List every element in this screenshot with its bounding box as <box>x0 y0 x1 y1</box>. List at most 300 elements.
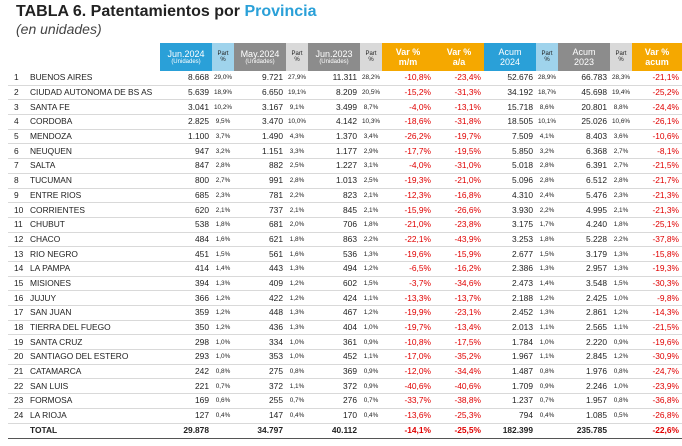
table-row <box>8 173 682 188</box>
table-row <box>8 247 682 262</box>
part-jun2023: 1,0% <box>360 320 382 335</box>
jun2024-value: 538 <box>160 217 212 232</box>
var-aa-value: -16,2% <box>434 261 484 276</box>
part-jun2024: 1,2% <box>212 291 234 306</box>
province-name: LA PAMPA <box>28 261 160 276</box>
province-name: CHUBUT <box>28 217 160 232</box>
jun2023-value: 424 <box>308 291 360 306</box>
part-may2024: 9,1% <box>286 100 308 115</box>
acum2024-value: 2.188 <box>484 291 536 306</box>
total-part-1 <box>212 423 234 438</box>
province-name: MENDOZA <box>28 129 160 144</box>
part-jun2024: 10,2% <box>212 100 234 115</box>
province-name: LA RIOJA <box>28 408 160 423</box>
header-var-aa: Var % a/a <box>434 43 484 71</box>
part-jun2023: 1,2% <box>360 306 382 321</box>
part-jun2023: 10,3% <box>360 115 382 130</box>
part-acum2023: 0,8% <box>610 364 632 379</box>
province-name: CORDOBA <box>28 115 160 130</box>
acum2023-value: 25.026 <box>558 115 610 130</box>
acum2023-value: 1.085 <box>558 408 610 423</box>
jun2024-value: 359 <box>160 306 212 321</box>
part-acum2024: 1,7% <box>536 217 558 232</box>
province-name: SANTA FE <box>28 100 160 115</box>
part-jun2023: 1,1% <box>360 350 382 365</box>
title-accent: Provincia <box>244 3 317 20</box>
province-name: SANTA CRUZ <box>28 335 160 350</box>
part-jun2024: 1,6% <box>212 232 234 247</box>
total-var-aa: -25,5% <box>434 423 484 438</box>
row-number: 13 <box>8 247 28 262</box>
part-may2024: 4,3% <box>286 129 308 144</box>
jun2023-value: 1.227 <box>308 159 360 174</box>
part-may2024: 1,2% <box>286 291 308 306</box>
part-acum2024: 0,4% <box>536 408 558 423</box>
row-number: 12 <box>8 232 28 247</box>
acum2024-value: 2.386 <box>484 261 536 276</box>
acum2024-value: 4.310 <box>484 188 536 203</box>
part-jun2024: 2,7% <box>212 173 234 188</box>
header-blank-num <box>8 43 28 71</box>
province-name: NEUQUEN <box>28 144 160 159</box>
may2024-value: 991 <box>234 173 286 188</box>
row-number: 19 <box>8 335 28 350</box>
part-jun2024: 1,2% <box>212 320 234 335</box>
acum2024-value: 5.850 <box>484 144 536 159</box>
header-part-3: Part % <box>360 43 382 71</box>
var-mm-value: -18,6% <box>382 115 434 130</box>
part-jun2024: 9,5% <box>212 115 234 130</box>
part-acum2024: 3,2% <box>536 144 558 159</box>
part-jun2024: 3,7% <box>212 129 234 144</box>
var-acum-value: -26,1% <box>632 115 682 130</box>
part-jun2024: 1,3% <box>212 276 234 291</box>
var-acum-value: -37,8% <box>632 232 682 247</box>
part-acum2023: 1,8% <box>610 217 632 232</box>
var-acum-value: -21,3% <box>632 203 682 218</box>
may2024-value: 353 <box>234 350 286 365</box>
table-row <box>8 335 682 350</box>
header-blank-name <box>28 43 160 71</box>
jun2023-value: 404 <box>308 320 360 335</box>
var-mm-value: -19,6% <box>382 247 434 262</box>
province-name: BUENOS AIRES <box>28 71 160 85</box>
acum2023-value: 2.425 <box>558 291 610 306</box>
acum2023-value: 3.548 <box>558 276 610 291</box>
may2024-value: 1.490 <box>234 129 286 144</box>
may2024-value: 334 <box>234 335 286 350</box>
part-acum2024: 4,1% <box>536 129 558 144</box>
part-jun2024: 1,8% <box>212 217 234 232</box>
var-aa-value: -34,4% <box>434 364 484 379</box>
var-mm-value: -10,8% <box>382 335 434 350</box>
may2024-value: 681 <box>234 217 286 232</box>
var-aa-value: -13,4% <box>434 320 484 335</box>
part-jun2023: 2,2% <box>360 232 382 247</box>
may2024-value: 443 <box>234 261 286 276</box>
table-row <box>8 364 682 379</box>
jun2023-value: 1.013 <box>308 173 360 188</box>
var-acum-value: -25,2% <box>632 85 682 100</box>
province-name: SANTIAGO DEL ESTERO <box>28 350 160 365</box>
row-number: 23 <box>8 394 28 409</box>
part-acum2024: 2,8% <box>536 159 558 174</box>
part-jun2023: 2,5% <box>360 173 382 188</box>
part-acum2023: 1,0% <box>610 291 632 306</box>
acum2024-value: 18.505 <box>484 115 536 130</box>
part-jun2024: 0,6% <box>212 394 234 409</box>
part-jun2024: 2,8% <box>212 159 234 174</box>
jun2024-value: 3.041 <box>160 100 212 115</box>
jun2024-value: 685 <box>160 188 212 203</box>
part-acum2024: 1,3% <box>536 306 558 321</box>
var-aa-value: -23,4% <box>434 71 484 85</box>
part-may2024: 2,0% <box>286 217 308 232</box>
acum2023-value: 8.403 <box>558 129 610 144</box>
part-jun2023: 3,1% <box>360 159 382 174</box>
var-aa-value: -31,0% <box>434 159 484 174</box>
may2024-value: 882 <box>234 159 286 174</box>
may2024-value: 1.151 <box>234 144 286 159</box>
part-acum2024: 1,1% <box>536 320 558 335</box>
acum2024-value: 7.509 <box>484 129 536 144</box>
acum2023-value: 2.565 <box>558 320 610 335</box>
part-may2024: 2,2% <box>286 188 308 203</box>
table-row <box>8 394 682 409</box>
province-name: CATAMARCA <box>28 364 160 379</box>
part-acum2023: 1,3% <box>610 261 632 276</box>
header-jun2024: Jun.2024 (Unidades) <box>160 43 212 71</box>
var-mm-value: -12,0% <box>382 364 434 379</box>
acum2024-value: 1.709 <box>484 379 536 394</box>
var-mm-value: -19,3% <box>382 173 434 188</box>
acum2024-value: 15.718 <box>484 100 536 115</box>
part-acum2023: 1,2% <box>610 350 632 365</box>
var-aa-value: -26,6% <box>434 203 484 218</box>
var-aa-value: -31,3% <box>434 85 484 100</box>
may2024-value: 3.167 <box>234 100 286 115</box>
jun2024-value: 484 <box>160 232 212 247</box>
jun2023-value: 706 <box>308 217 360 232</box>
var-acum-value: -26,8% <box>632 408 682 423</box>
part-jun2024: 1,5% <box>212 247 234 262</box>
province-name: SAN JUAN <box>28 306 160 321</box>
var-acum-value: -21,3% <box>632 188 682 203</box>
table-row <box>8 100 682 115</box>
row-number: 24 <box>8 408 28 423</box>
row-number: 1 <box>8 71 28 85</box>
acum2024-value: 5.018 <box>484 159 536 174</box>
table-header <box>8 43 682 71</box>
part-jun2023: 2,9% <box>360 144 382 159</box>
jun2024-value: 394 <box>160 276 212 291</box>
part-jun2023: 0,7% <box>360 394 382 409</box>
row-number: 3 <box>8 100 28 115</box>
table-body <box>8 71 682 423</box>
var-aa-value: -19,7% <box>434 129 484 144</box>
row-number: 10 <box>8 203 28 218</box>
part-acum2024: 8,6% <box>536 100 558 115</box>
acum2023-value: 6.512 <box>558 173 610 188</box>
var-aa-value: -38,8% <box>434 394 484 409</box>
part-acum2023: 2,7% <box>610 159 632 174</box>
acum2024-value: 2.677 <box>484 247 536 262</box>
header-var-mm: Var % m/m <box>382 43 434 71</box>
var-mm-value: -26,2% <box>382 129 434 144</box>
part-acum2023: 10,6% <box>610 115 632 130</box>
var-mm-value: -19,7% <box>382 320 434 335</box>
jun2023-value: 372 <box>308 379 360 394</box>
part-may2024: 1,8% <box>286 232 308 247</box>
var-aa-value: -23,8% <box>434 217 484 232</box>
var-mm-value: -10,8% <box>382 71 434 85</box>
part-acum2023: 2,7% <box>610 144 632 159</box>
table-row <box>8 350 682 365</box>
row-number: 2 <box>8 85 28 100</box>
row-number: 18 <box>8 320 28 335</box>
var-mm-value: -3,7% <box>382 276 434 291</box>
may2024-value: 147 <box>234 408 286 423</box>
jun2024-value: 947 <box>160 144 212 159</box>
total-part-2 <box>286 423 308 438</box>
row-number: 6 <box>8 144 28 159</box>
part-acum2023: 3,6% <box>610 129 632 144</box>
var-aa-value: -21,0% <box>434 173 484 188</box>
header-acum2023: Acum 2023 <box>558 43 610 71</box>
var-acum-value: -21,5% <box>632 159 682 174</box>
part-jun2024: 0,4% <box>212 408 234 423</box>
row-number: 11 <box>8 217 28 232</box>
total-may2024: 34.797 <box>234 423 286 438</box>
acum2023-value: 4.240 <box>558 217 610 232</box>
jun2024-value: 414 <box>160 261 212 276</box>
part-jun2024: 0,7% <box>212 379 234 394</box>
part-acum2024: 2,4% <box>536 188 558 203</box>
jun2023-value: 361 <box>308 335 360 350</box>
acum2023-value: 66.783 <box>558 71 610 85</box>
jun2023-value: 452 <box>308 350 360 365</box>
jun2024-value: 293 <box>160 350 212 365</box>
total-jun2023: 40.112 <box>308 423 360 438</box>
row-number: 15 <box>8 276 28 291</box>
part-may2024: 1,0% <box>286 350 308 365</box>
province-name: ENTRE RIOS <box>28 188 160 203</box>
acum2023-value: 2.246 <box>558 379 610 394</box>
part-jun2024: 1,2% <box>212 306 234 321</box>
may2024-value: 6.650 <box>234 85 286 100</box>
row-number: 7 <box>8 159 28 174</box>
acum2024-value: 3.253 <box>484 232 536 247</box>
part-acum2023: 8,8% <box>610 100 632 115</box>
jun2023-value: 1.370 <box>308 129 360 144</box>
part-jun2024: 2,3% <box>212 188 234 203</box>
part-acum2023: 19,4% <box>610 85 632 100</box>
table-row <box>8 85 682 100</box>
acum2023-value: 4.995 <box>558 203 610 218</box>
may2024-value: 621 <box>234 232 286 247</box>
jun2024-value: 350 <box>160 320 212 335</box>
part-jun2023: 20,5% <box>360 85 382 100</box>
jun2023-value: 4.142 <box>308 115 360 130</box>
jun2023-value: 494 <box>308 261 360 276</box>
part-jun2024: 18,9% <box>212 85 234 100</box>
part-acum2024: 1,1% <box>536 350 558 365</box>
jun2024-value: 5.639 <box>160 85 212 100</box>
jun2024-value: 847 <box>160 159 212 174</box>
var-mm-value: -40,6% <box>382 379 434 394</box>
acum2023-value: 45.698 <box>558 85 610 100</box>
part-acum2024: 1,0% <box>536 335 558 350</box>
var-acum-value: -14,3% <box>632 306 682 321</box>
jun2023-value: 845 <box>308 203 360 218</box>
part-jun2024: 1,4% <box>212 261 234 276</box>
part-acum2024: 0,7% <box>536 394 558 409</box>
acum2024-value: 34.192 <box>484 85 536 100</box>
part-acum2024: 1,2% <box>536 291 558 306</box>
var-mm-value: -22,1% <box>382 232 434 247</box>
total-jun2024: 29.878 <box>160 423 212 438</box>
province-name: CIUDAD AUTONOMA DE BS AS <box>28 85 160 100</box>
row-number: 14 <box>8 261 28 276</box>
patentamientos-table <box>8 43 682 439</box>
jun2023-value: 3.499 <box>308 100 360 115</box>
part-may2024: 1,3% <box>286 306 308 321</box>
part-may2024: 0,7% <box>286 394 308 409</box>
acum2024-value: 5.096 <box>484 173 536 188</box>
jun2023-value: 467 <box>308 306 360 321</box>
var-aa-value: -16,8% <box>434 188 484 203</box>
province-name: SAN LUIS <box>28 379 160 394</box>
acum2023-value: 6.368 <box>558 144 610 159</box>
table-row <box>8 217 682 232</box>
part-may2024: 1,1% <box>286 379 308 394</box>
part-jun2023: 28,2% <box>360 71 382 85</box>
part-acum2024: 18,7% <box>536 85 558 100</box>
part-jun2023: 1,5% <box>360 276 382 291</box>
var-acum-value: -24,4% <box>632 100 682 115</box>
may2024-value: 737 <box>234 203 286 218</box>
part-acum2024: 1,5% <box>536 247 558 262</box>
acum2024-value: 2.452 <box>484 306 536 321</box>
jun2024-value: 800 <box>160 173 212 188</box>
part-jun2023: 2,1% <box>360 188 382 203</box>
part-acum2024: 2,2% <box>536 203 558 218</box>
total-num-cell <box>8 423 28 438</box>
total-acum2023: 235.785 <box>558 423 610 438</box>
part-jun2024: 29,0% <box>212 71 234 85</box>
part-acum2024: 1,8% <box>536 232 558 247</box>
var-mm-value: -15,9% <box>382 203 434 218</box>
acum2023-value: 2.845 <box>558 350 610 365</box>
part-jun2024: 2,1% <box>212 203 234 218</box>
acum2023-value: 5.476 <box>558 188 610 203</box>
acum2024-value: 1.487 <box>484 364 536 379</box>
table-row <box>8 188 682 203</box>
province-name: JUJUY <box>28 291 160 306</box>
part-may2024: 1,6% <box>286 247 308 262</box>
jun2023-value: 863 <box>308 232 360 247</box>
part-may2024: 10,0% <box>286 115 308 130</box>
var-acum-value: -15,8% <box>632 247 682 262</box>
part-jun2023: 3,4% <box>360 129 382 144</box>
part-acum2024: 0,8% <box>536 364 558 379</box>
header-acum2024: Acum 2024 <box>484 43 536 71</box>
may2024-value: 436 <box>234 320 286 335</box>
part-jun2024: 3,2% <box>212 144 234 159</box>
province-name: TUCUMAN <box>28 173 160 188</box>
var-acum-value: -23,9% <box>632 379 682 394</box>
acum2023-value: 1.976 <box>558 364 610 379</box>
acum2024-value: 2.473 <box>484 276 536 291</box>
acum2023-value: 1.957 <box>558 394 610 409</box>
total-acum2024: 182.399 <box>484 423 536 438</box>
total-part-4 <box>536 423 558 438</box>
jun2024-value: 169 <box>160 394 212 409</box>
table-row <box>8 291 682 306</box>
var-aa-value: -43,9% <box>434 232 484 247</box>
row-number: 4 <box>8 115 28 130</box>
var-mm-value: -13,3% <box>382 291 434 306</box>
var-aa-value: -23,1% <box>434 306 484 321</box>
var-aa-value: -35,2% <box>434 350 484 365</box>
jun2024-value: 366 <box>160 291 212 306</box>
part-may2024: 27,9% <box>286 71 308 85</box>
part-may2024: 1,0% <box>286 335 308 350</box>
var-aa-value: -15,9% <box>434 247 484 262</box>
acum2024-value: 52.676 <box>484 71 536 85</box>
part-jun2023: 0,9% <box>360 379 382 394</box>
part-acum2023: 0,5% <box>610 408 632 423</box>
var-mm-value: -12,3% <box>382 188 434 203</box>
header-may2024: May.2024 (Unidades) <box>234 43 286 71</box>
part-may2024: 2,5% <box>286 159 308 174</box>
part-jun2024: 1,0% <box>212 335 234 350</box>
part-acum2023: 1,1% <box>610 320 632 335</box>
table-row <box>8 379 682 394</box>
var-mm-value: -4,0% <box>382 159 434 174</box>
may2024-value: 422 <box>234 291 286 306</box>
part-jun2023: 1,3% <box>360 247 382 262</box>
table-row <box>8 261 682 276</box>
row-number: 21 <box>8 364 28 379</box>
table-subtitle: (en unidades) <box>16 21 102 37</box>
part-acum2023: 1,2% <box>610 306 632 321</box>
var-acum-value: -21,5% <box>632 320 682 335</box>
province-name: MISIONES <box>28 276 160 291</box>
part-may2024: 2,1% <box>286 203 308 218</box>
acum2024-value: 1.784 <box>484 335 536 350</box>
row-number: 20 <box>8 350 28 365</box>
acum2024-value: 794 <box>484 408 536 423</box>
var-acum-value: -19,3% <box>632 261 682 276</box>
var-acum-value: -9,8% <box>632 291 682 306</box>
var-mm-value: -17,0% <box>382 350 434 365</box>
may2024-value: 448 <box>234 306 286 321</box>
table-row <box>8 144 682 159</box>
total-var-acum: -22,6% <box>632 423 682 438</box>
jun2024-value: 8.668 <box>160 71 212 85</box>
part-jun2023: 0,4% <box>360 408 382 423</box>
row-number: 8 <box>8 173 28 188</box>
part-jun2023: 2,1% <box>360 203 382 218</box>
total-label: TOTAL <box>28 423 160 438</box>
part-may2024: 1,3% <box>286 320 308 335</box>
jun2023-value: 170 <box>308 408 360 423</box>
province-name: CHACO <box>28 232 160 247</box>
header-part-2: Part % <box>286 43 308 71</box>
var-acum-value: -36,8% <box>632 394 682 409</box>
table-row <box>8 129 682 144</box>
